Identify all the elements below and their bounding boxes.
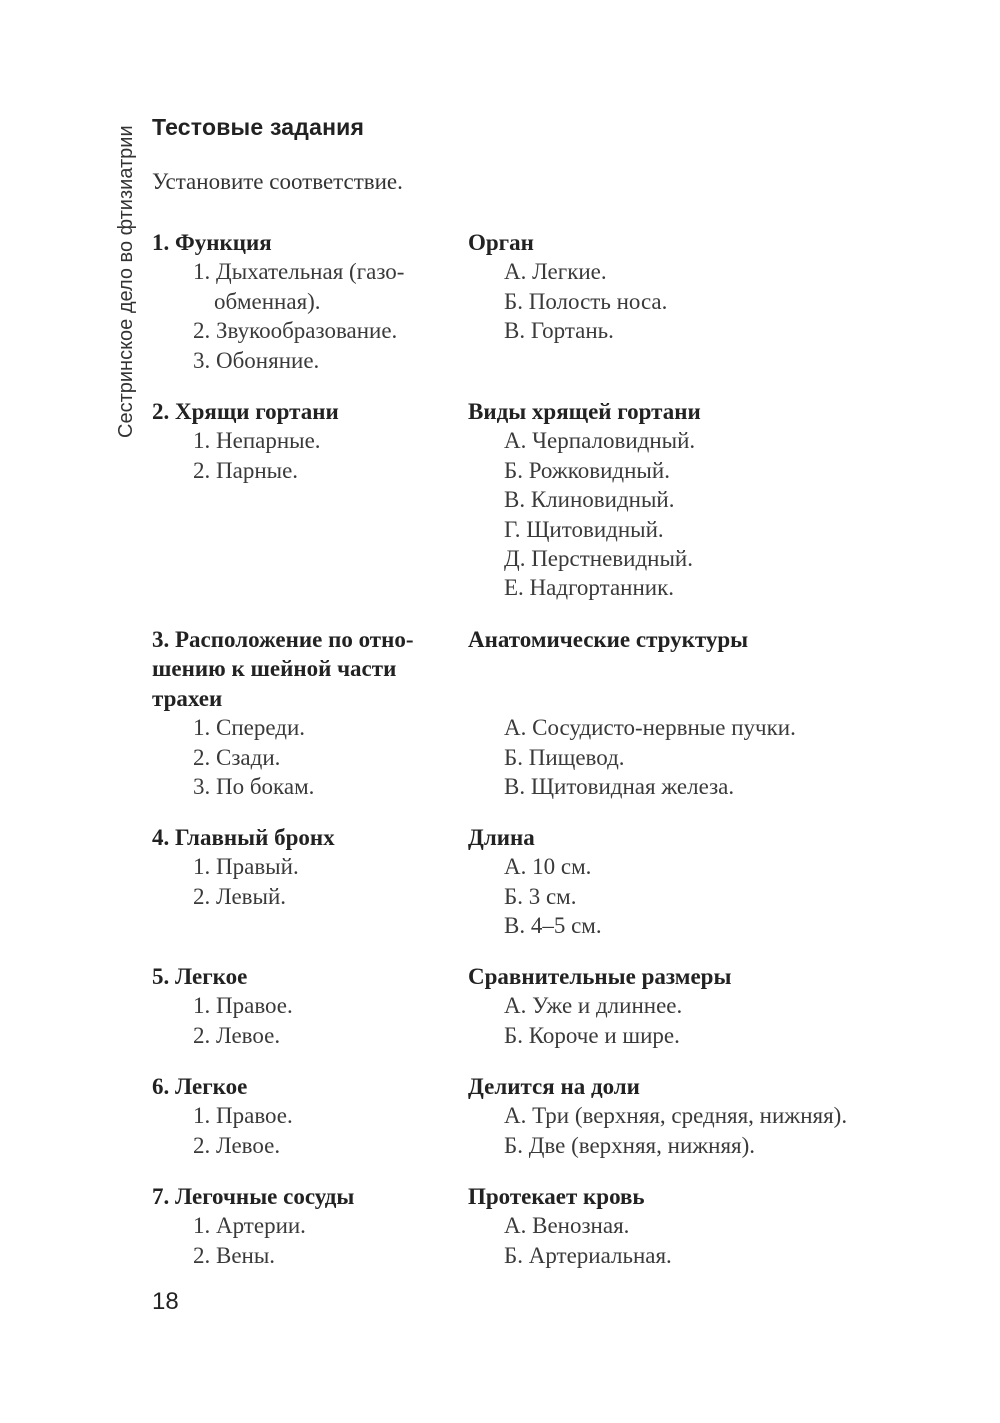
task-7-right-column	[468, 1182, 938, 1270]
task-3-left-head-line: 3. Расположение по отно-	[152, 627, 414, 652]
task-3-left-item: 1. Спереди.	[193, 715, 306, 741]
task-3-right-item: А. Сосудисто-нервные пучки.	[504, 715, 796, 741]
instruction: Установите соответствие.	[152, 169, 403, 194]
task-1-left-item: обменная).	[214, 288, 321, 314]
task-2-right-item: В. Клиновидный.	[504, 487, 675, 513]
task-1-left-item: 1. Дыхательная (газо-	[193, 259, 405, 285]
task-1-left-head: 1. Функция	[152, 230, 272, 255]
task-6-left-item: 2. Левое.	[193, 1132, 281, 1158]
task-3-right-spacer	[468, 654, 938, 713]
task-5-left-head: 5. Легкое	[152, 964, 248, 989]
task-2-right-item: Е. Надгортанник.	[504, 575, 675, 601]
task-2-right-item: Г. Щитовидный.	[504, 516, 664, 542]
task-3-left-item: 2. Сзади.	[193, 744, 281, 770]
task-3-left-column	[152, 625, 452, 801]
task-7-right-item: А. Венозная.	[504, 1213, 630, 1239]
task-5-right-item: Б. Короче и шире.	[504, 1022, 680, 1048]
task-4-left-item: 2. Левый.	[193, 883, 287, 909]
running-head: Сестринское дело во фтизиатрии	[115, 125, 137, 438]
task-3-right-item: Б. Пищевод.	[504, 744, 625, 770]
task-3-right-item: В. Щитовидная железа.	[504, 773, 735, 799]
task-2-left-item: 1. Непарные.	[193, 428, 321, 454]
task-4-right-item: В. 4–5 см.	[504, 913, 602, 939]
task-6-left-item: 1. Правое.	[193, 1103, 293, 1129]
task-5-left-column	[152, 962, 452, 1050]
task-6-right-head: Делится на доли	[468, 1074, 640, 1099]
task-2-left-head: 2. Хрящи гортани	[152, 399, 339, 424]
section-title: Тестовые задания	[152, 114, 365, 140]
task-4-right-column	[468, 823, 938, 941]
task-2-right-item: Д. Перстневидный.	[504, 545, 693, 571]
task-1-right-head: Орган	[468, 230, 534, 255]
task-1-left-item: 2. Звукообразование.	[193, 318, 398, 344]
task-4-left-item: 1. Правый.	[193, 854, 299, 880]
task-7-right-item: Б. Артериальная.	[504, 1242, 672, 1268]
task-6-right-column	[468, 1072, 938, 1160]
task-7-left-item: 2. Вены.	[193, 1242, 276, 1268]
task-3-left-head-line: трахеи	[152, 685, 223, 711]
task-5-right-head: Сравнительные размеры	[468, 964, 732, 989]
task-1-right-item: Б. Полость носа.	[504, 288, 668, 314]
task-6-right-item: Б. Две (верхняя, нижняя).	[504, 1132, 756, 1158]
task-4-right-item: Б. 3 см.	[504, 883, 577, 909]
task-4-right-item: А. 10 см.	[504, 854, 592, 880]
task-7-left-column	[152, 1182, 452, 1270]
task-6-left-column	[152, 1072, 452, 1160]
task-3-right-column	[468, 625, 938, 801]
task-1-left-item: 3. Обоняние.	[193, 347, 320, 373]
task-6-right-item: А. Три (верхняя, средняя, нижняя).	[504, 1103, 848, 1129]
task-7-left-head: 7. Легочные сосуды	[152, 1184, 355, 1209]
task-7-right-head: Протекает кровь	[468, 1184, 645, 1209]
task-2-right-column	[468, 397, 938, 603]
task-6-left-head: 6. Легкое	[152, 1074, 248, 1099]
task-2-left-item: 2. Парные.	[193, 457, 299, 483]
task-3-left-head-line: шению к шейной части	[152, 656, 397, 682]
task-5-left-item: 1. Правое.	[193, 993, 293, 1019]
task-4-left-column	[152, 823, 452, 911]
task-3-left-item: 3. По бокам.	[193, 774, 315, 799]
task-5-right-column	[468, 962, 938, 1050]
task-4-left-head: 4. Главный бронх	[152, 825, 335, 850]
task-7-left-item: 1. Артерии.	[193, 1213, 306, 1239]
task-1-right-item: А. Легкие.	[504, 259, 607, 285]
task-3-right-head: Анатомические структуры	[468, 627, 749, 652]
task-1-left-column	[152, 228, 452, 375]
task-5-right-item: А. Уже и длиннее.	[504, 993, 683, 1019]
task-1-right-item: В. Гортань.	[504, 318, 614, 344]
task-2-right-head: Виды хрящей гортани	[468, 399, 701, 424]
task-2-right-item: А. Черпаловидный.	[504, 428, 696, 454]
page-number: 18	[152, 1288, 179, 1315]
task-4-right-head: Длина	[468, 825, 535, 850]
task-2-right-item: Б. Рожковидный.	[504, 457, 670, 483]
task-2-left-column	[152, 397, 452, 485]
task-5-left-item: 2. Левое.	[193, 1022, 281, 1048]
task-1-right-column	[468, 228, 938, 346]
